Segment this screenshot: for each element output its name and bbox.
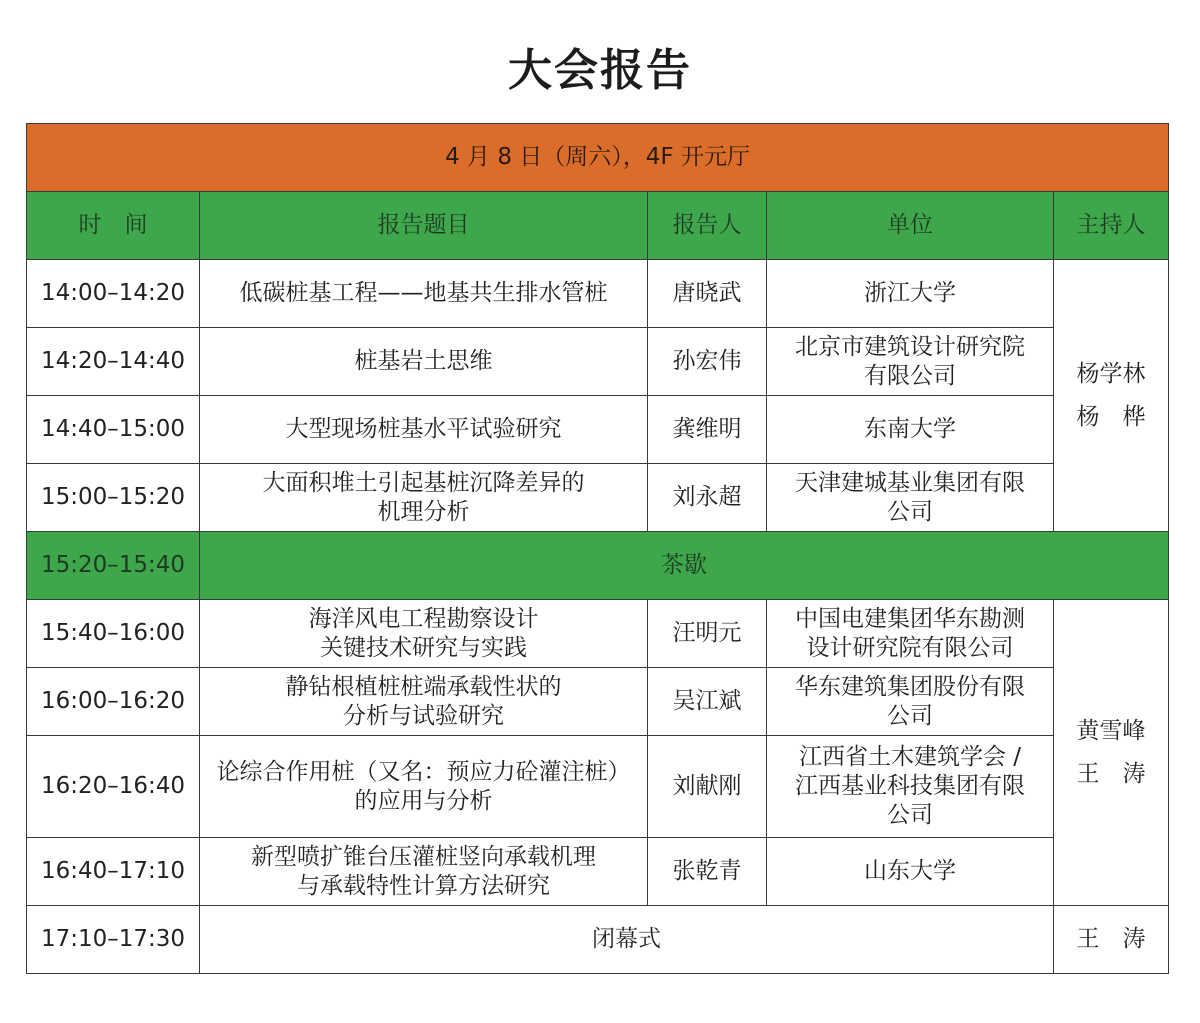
day-header-row [27,124,1169,192]
schedule-table [26,123,1169,974]
time-cell: 14:20–14:40 [27,328,200,396]
unit-line: 天津建城基业集团有限 [795,469,1025,496]
table-row [27,838,1169,906]
speaker-cell: 龚维明 [648,396,767,464]
closing-host: 王 涛 [1054,906,1169,974]
topic-cell [200,600,648,668]
table-row [27,464,1169,532]
topic-cell [200,736,648,838]
speaker-cell: 唐晓武 [648,260,767,328]
topic-line: 大型现场桩基水平试验研究 [285,416,562,442]
column-header-topic: 报告题目 [200,192,648,260]
page-title: 大会报告 [508,45,692,96]
speaker-cell: 汪明元 [648,600,767,668]
topic-line: 桩基岩土思维 [354,348,493,374]
table-row [27,328,1169,396]
topic-line: 新型喷扩锥台压灌桩竖向承载机理 [251,843,596,870]
column-header-unit: 单位 [767,192,1054,260]
closing-row [27,906,1169,974]
break-label: 茶歇 [200,532,1169,600]
column-header-time: 时 间 [27,192,200,260]
topic-cell [200,838,648,906]
topic-line: 海洋风电工程勘察设计 [308,605,539,632]
table-row [27,396,1169,464]
unit-line: 东南大学 [864,416,956,442]
time-cell: 16:00–16:20 [27,668,200,736]
speaker-cell: 张乾青 [648,838,767,906]
day-header: 4 月 8 日（周六），4F 开元厅 [27,124,1169,192]
speaker-cell: 孙宏伟 [648,328,767,396]
unit-cell [767,736,1054,838]
topic-cell [200,328,648,396]
time-cell: 17:10–17:30 [27,906,200,974]
host-name: 黄雪峰 [1076,717,1146,744]
topic-line: 低碳桩基工程——地基共生排水管桩 [239,280,608,306]
unit-line: 有限公司 [864,362,956,389]
topic-line: 与承载特性计算方法研究 [297,872,550,899]
topic-line: 论综合作用桩（又名：预应力砼灌注桩） [216,758,631,785]
unit-cell [767,260,1054,328]
host-name: 杨 桦 [1076,403,1146,430]
topic-line: 静钻根植桩桩端承载性状的 [285,673,562,700]
break-row [27,532,1169,600]
column-header-row [27,192,1169,260]
unit-cell [767,328,1054,396]
column-header-host: 主持人 [1054,192,1169,260]
time-cell: 16:20–16:40 [27,736,200,838]
unit-line: 华东建筑集团股份有限 [795,673,1025,700]
speaker-cell: 刘永超 [648,464,767,532]
table-row [27,600,1169,668]
unit-cell [767,464,1054,532]
time-cell: 14:40–15:00 [27,396,200,464]
unit-cell [767,838,1054,906]
unit-line: 中国电建集团华东勘测 [795,605,1025,632]
topic-cell [200,464,648,532]
unit-line: 江西省土木建筑学会 / [798,744,1022,770]
speaker-cell: 刘献刚 [648,736,767,838]
time-cell: 14:00–14:20 [27,260,200,328]
table-row [27,668,1169,736]
topic-line: 的应用与分析 [354,787,493,814]
topic-line: 大面积堆土引起基桩沉降差异的 [262,469,585,496]
unit-line: 公司 [887,702,933,729]
speaker-cell: 吴江斌 [648,668,767,736]
unit-line: 北京市建筑设计研究院 [795,333,1025,360]
unit-cell [767,396,1054,464]
unit-cell [767,600,1054,668]
topic-line: 关键技术研究与实践 [320,634,527,661]
table-row [27,260,1169,328]
host-cell-session1 [1054,260,1169,532]
unit-line: 江西基业科技集团有限 [795,773,1025,799]
unit-line: 山东大学 [864,858,956,884]
closing-label: 闭幕式 [200,906,1054,974]
unit-line: 公司 [887,802,933,828]
host-name: 王 涛 [1076,760,1146,787]
topic-line: 机理分析 [377,498,470,525]
topic-cell [200,668,648,736]
table-row [27,736,1169,838]
unit-cell [767,668,1054,736]
time-cell: 15:40–16:00 [27,600,200,668]
topic-cell [200,260,648,328]
host-name: 杨学林 [1076,360,1146,387]
unit-line: 公司 [887,498,933,525]
column-header-speaker: 报告人 [648,192,767,260]
host-cell-session2 [1054,600,1169,906]
topic-cell [200,396,648,464]
time-cell: 15:20–15:40 [27,532,200,600]
time-cell: 16:40–17:10 [27,838,200,906]
time-cell: 15:00–15:20 [27,464,200,532]
unit-line: 浙江大学 [864,280,956,306]
topic-line: 分析与试验研究 [343,702,504,729]
unit-line: 设计研究院有限公司 [806,634,1014,661]
